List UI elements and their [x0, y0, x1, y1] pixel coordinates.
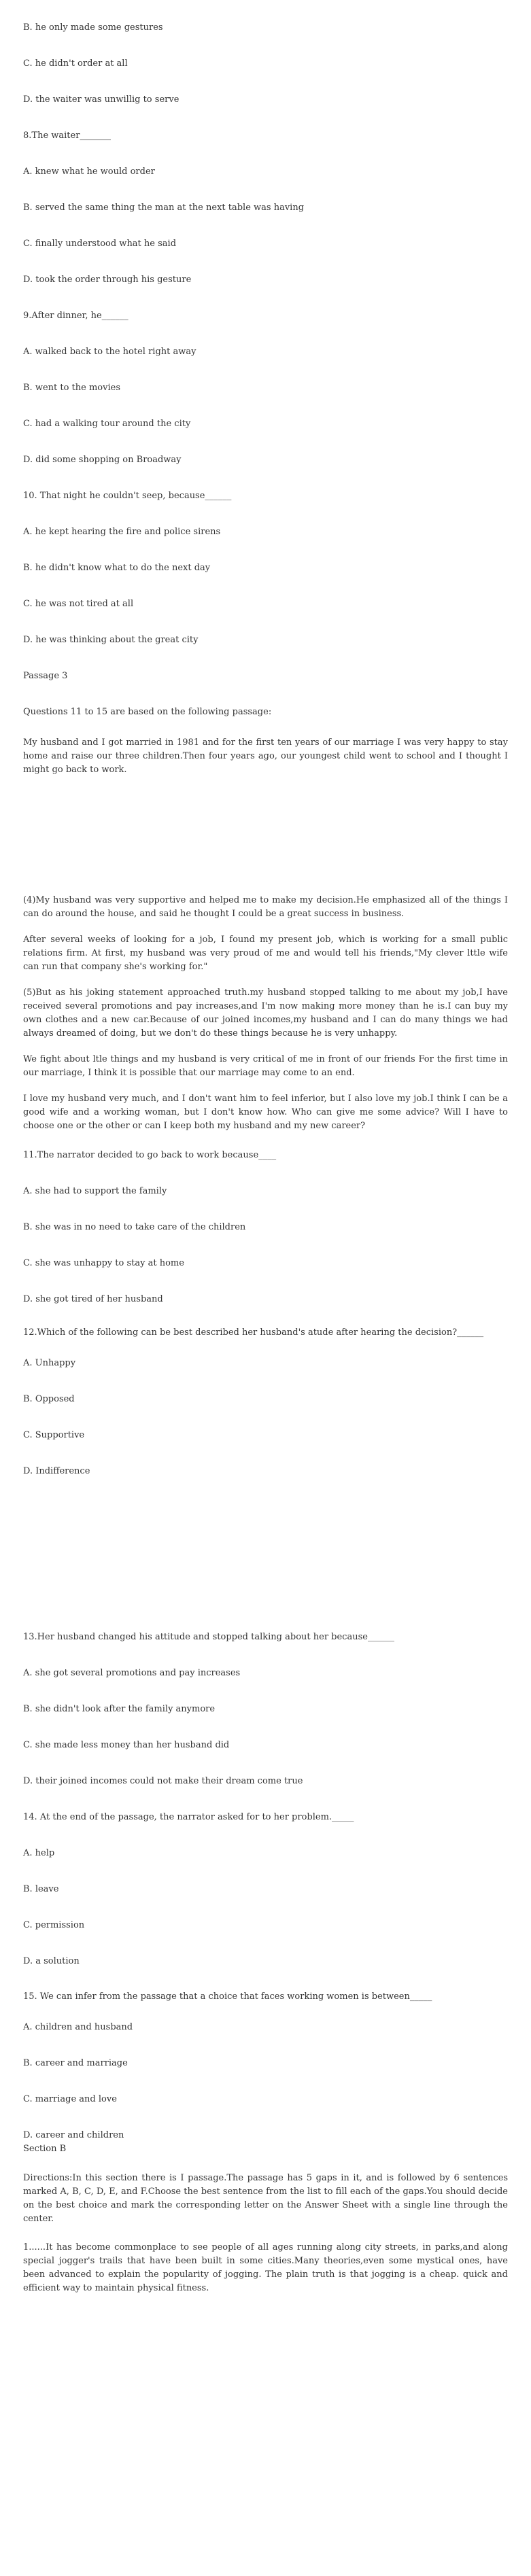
document — [23, 0, 508, 2295]
q7-option-c: C. he didn't order at all — [23, 58, 128, 69]
q9-option-b: B. went to the movies — [23, 383, 120, 393]
q10-option-d: D. he was thinking about the great city — [23, 635, 199, 645]
q15-option-a: A. children and husband — [23, 2022, 133, 2032]
section-b-directions: Directions:In this section there is I passage.The passage has 5 gaps in it, and is followed by 6 sentences marked A, B, C, D, E, and F.Choose the best sentence from the list to fill each of the gaps.You should decide on the best choice and mark the corresponding letter on the Answer Sheet with a single line through the center. — [23, 2173, 508, 2224]
q14-option-c: C. permission — [23, 1920, 85, 1930]
passage-3-paragraph-5: We fight about ltle things and my husband is very critical of me in front of our friends For the first time in our marriage, I think it is possible that our marriage may come to an end. — [23, 1054, 508, 1078]
passage-3-paragraph-6: I love my husband very much, and I don't want him to feel inferior, but I also love my job.I think I can be a good wife and a working woman, but I don't know how. Who can give me some advice? Will I have to choose one or the other or can I keep both my husband and my new career? — [23, 1094, 508, 1131]
q8-stem: 8.The waiter_______ — [23, 130, 111, 141]
section-b-label: Section B — [23, 2144, 67, 2154]
q9-option-c: C. had a walking tour around the city — [23, 419, 191, 429]
q8-option-b: B. served the same thing the man at the next table was having — [23, 203, 305, 213]
q15-option-c: C. marriage and love — [23, 2094, 117, 2104]
q13-stem: 13.Her husband changed his attitude and stopped talking about her because______ — [23, 1632, 394, 1642]
q13-option-d: D. their joined incomes could not make their dream come true — [23, 1776, 303, 1786]
q9-option-d: D. did some shopping on Broadway — [23, 455, 182, 465]
q14-stem: 14. At the end of the passage, the narrator asked for to her problem._____ — [23, 1812, 354, 1822]
q14-option-b: B. leave — [23, 1884, 59, 1894]
q13-option-b: B. she didn't look after the family anymore — [23, 1704, 216, 1714]
q14-option-d: D. a solution — [23, 1956, 80, 1966]
q15-option-b: B. career and marriage — [23, 2058, 128, 2068]
q11-option-a: A. she had to support the family — [23, 1186, 167, 1196]
q12-option-d: D. Indifference — [23, 1466, 90, 1476]
q11-stem: 11.The narrator decided to go back to work because____ — [23, 1150, 277, 1160]
passage-3-paragraph-4: (5)But as his joking statement approached truth.my husband stopped talking to me about my job,I have received several promotions and pay increases,and I'm now making more money than he is.I can buy my own clothes and a new car.Because of our joined incomes,my husband and I can do many things we had always dreamed of doing, but we don't do these things because he is very unhappy. — [23, 988, 508, 1039]
q11-option-d: D. she got tired of her husband — [23, 1294, 163, 1304]
q10-option-a: A. he kept hearing the fire and police sirens — [23, 527, 221, 537]
q10-option-c: C. he was not tired at all — [23, 599, 134, 609]
passage-3-label: Passage 3 — [23, 671, 68, 681]
passage-3-paragraph-1: My husband and I got married in 1981 and for the first ten years of our marriage I was very happy to stay home and raise our three children.Then four years ago, our youngest child went to school and I thought I might go back to work. — [23, 737, 508, 775]
q8-option-d: D. took the order through his gesture — [23, 275, 192, 285]
q10-option-b: B. he didn't know what to do the next day — [23, 563, 211, 573]
q15-stem: 15. We can infer from the passage that a choice that faces working women is between_____ — [23, 1991, 432, 2002]
q8-option-a: A. knew what he would order — [23, 167, 155, 177]
q9-stem: 9.After dinner, he______ — [23, 311, 129, 321]
q14-option-a: A. help — [23, 1848, 55, 1858]
q10-stem: 10. That night he couldn't seep, because______ — [23, 491, 232, 501]
q13-option-c: C. she made less money than her husband did — [23, 1740, 230, 1750]
passage-3-intro: Questions 11 to 15 are based on the following passage: — [23, 707, 272, 717]
blank-space — [23, 1478, 508, 1631]
q12-option-a: A. Unhappy — [23, 1358, 76, 1368]
passage-3-paragraph-2: (4)My husband was very supportive and helped me to make my decision.He emphasized all of the things I can do around the house, and said he thought I could be a great success in business. — [23, 895, 508, 919]
q9-option-a: A. walked back to the hotel right away — [23, 347, 196, 357]
section-b-paragraph-1: 1......It has become commonplace to see people of all ages running along city streets, in parks,and along special jogger's trails that have been built in some cities.Many theories,even some mystical ones, have been advanced to explain the popularity of jogging. The plain truth is that jogging is a cheap. quick and efficient way to maintain physical fitness. — [23, 2242, 508, 2293]
q7-option-b: B. he only made some gestures — [23, 22, 163, 33]
q13-option-a: A. she got several promotions and pay increases — [23, 1668, 241, 1678]
q7-option-d: D. the waiter was unwillig to serve — [23, 94, 179, 105]
q12-stem: 12.Which of the following can be best described her husband's atude after hearing the decision?______ — [23, 1327, 484, 1338]
q15-option-d: D. career and children — [23, 2130, 124, 2140]
q11-option-b: B. she was in no need to take care of the children — [23, 1222, 246, 1232]
q8-option-c: C. finally understood what he said — [23, 239, 177, 249]
q11-option-c: C. she was unhappy to stay at home — [23, 1258, 184, 1268]
passage-3-paragraph-3: After several weeks of looking for a job, I found my present job, which is working for a small public relations firm. At first, my husband was very proud of me and would tell his friends,"My clever lttle wife can run that company she's working for." — [23, 935, 508, 972]
q12-option-b: B. Opposed — [23, 1394, 75, 1404]
q12-option-c: C. Supportive — [23, 1430, 85, 1440]
blank-space — [23, 777, 508, 894]
